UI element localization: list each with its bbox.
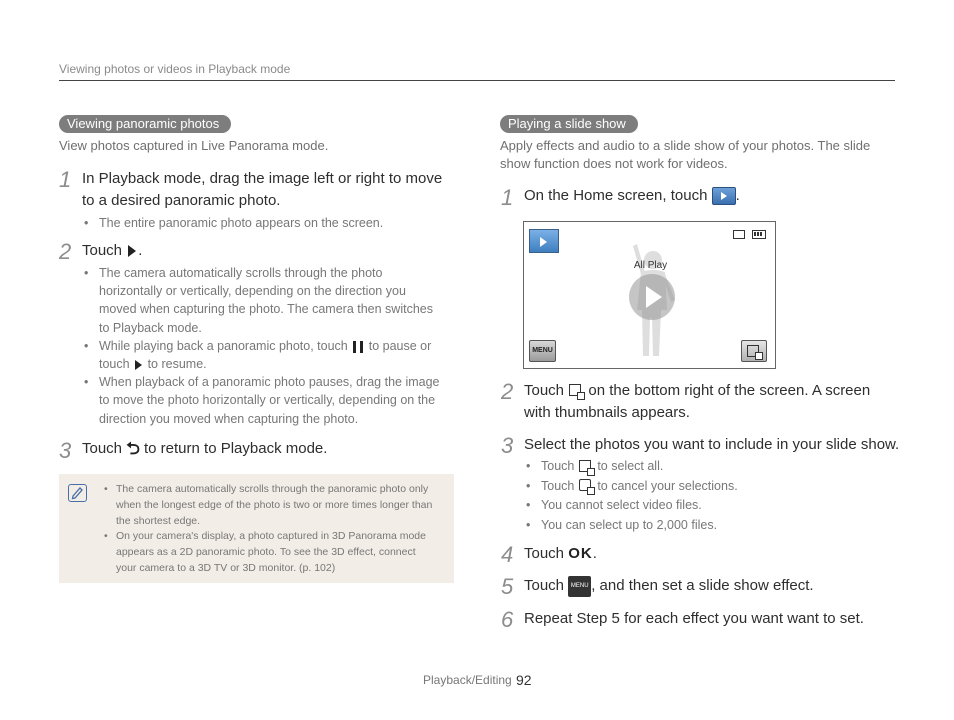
header-divider [59,80,895,81]
note-item: • On your camera's display, a photo captured in 3D Panorama mode appears as a 2D panoramic photo. To see the 3D effect, connect your camera to a 3D TV or 3D monitor. (p. 102) [104,529,446,576]
footer-section: Playback/Editing [423,673,512,687]
playback-thumb-icon[interactable] [529,229,559,253]
step-number: 4 [501,542,514,567]
play-icon [128,245,136,257]
ok-icon: OK [568,545,593,562]
step-text: Touch MENU , and then set a slide show effect. [524,575,814,597]
section-title-slideshow: Playing a slide show [500,115,638,133]
step-number: 2 [501,379,514,404]
screen-label: All Play [633,260,668,271]
deselect-icon [578,478,594,494]
back-arrow-icon: ⮌ [126,439,140,459]
step-number: 1 [501,185,514,210]
memory-card-icon [733,230,745,239]
step-number: 5 [501,574,514,599]
step-number: 2 [59,239,72,264]
select-all-icon [568,383,584,399]
step-text: Select the photos you want to include in your slide show. [524,436,900,453]
note-list [104,482,446,577]
step-text: Touch OK. [524,545,597,562]
step-text: Touch on the bottom right of the screen. A screen with thumbnails appears. [524,382,871,421]
step-number: 6 [501,607,514,632]
play-icon[interactable] [629,274,675,320]
section-title-panoramic: Viewing panoramic photos [59,115,231,133]
step-number: 1 [59,167,72,192]
bullet-item: • When playback of a panoramic photo pauses, drag the image to move the photo horizontally or vertically, depending on the direction you moved when capturing the photo. [82,373,457,428]
note-pencil-icon [68,484,87,502]
step-bullets [524,457,738,534]
bullet-item: • You can select up to 2,000 files. [524,516,738,534]
step-bullets [82,214,383,232]
step-text: Touch . [82,242,143,259]
header-title: Viewing photos or videos in Playback mode [59,62,291,76]
bullet-item: • The camera automatically scrolls through the photo horizontally or vertically, depending on the direction you moved when capturing the photo. The camera then switches to Playback mode. [82,264,457,337]
step-number: 3 [59,438,72,463]
step-bullets [82,264,457,428]
bullet-item: • Touch to select all. [524,457,738,475]
intro-panoramic: View photos captured in Live Panorama mode. [59,138,329,153]
select-all-icon [578,459,594,475]
pause-icon [353,341,363,353]
battery-icon [752,230,766,239]
bullet-item: • While playing back a panoramic photo, touch to pause or touch to resume. [82,337,457,373]
select-all-icon[interactable] [741,340,767,362]
bullet-item: • The entire panoramic photo appears on the screen. [82,214,383,232]
step-number: 3 [501,433,514,458]
menu-button[interactable]: MENU [529,340,556,362]
step-text: On the Home screen, touch . [524,187,740,204]
step-text: Touch ⮌ to return to Playback mode. [82,439,328,459]
camera-screen [523,221,776,369]
page-number: 92 [516,672,532,688]
bullet-item: • Touch to cancel your selections. [524,477,738,495]
play-icon [135,360,142,370]
step-text: In Playback mode, drag the image left or right to move to a desired panoramic photo. [82,170,443,209]
note-box [59,474,454,583]
intro-slideshow: Apply effects and audio to a slide show of your photos. The slide show function does not work for videos. [500,138,871,171]
bullet-item: • You cannot select video files. [524,496,738,514]
menu-icon: MENU [568,576,591,597]
playback-thumb-icon [712,187,736,205]
step-text: Repeat Step 5 for each effect you want want to set. [524,610,864,627]
note-item: • The camera automatically scrolls through the panoramic photo only when the longest edge of the photo is two or more times longer than the shortest edge. [104,482,446,529]
